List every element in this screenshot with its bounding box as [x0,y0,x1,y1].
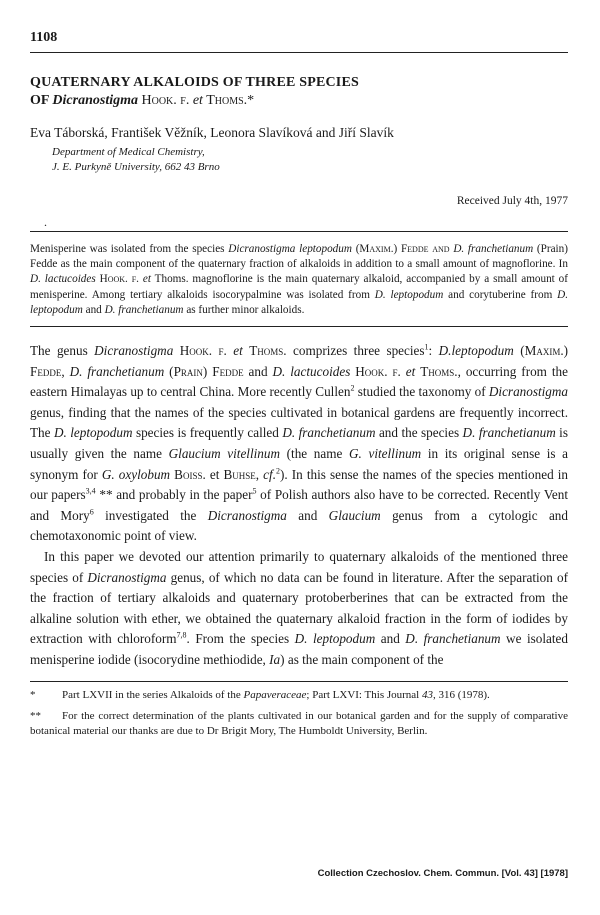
species-name: D. franchetianum [104,303,184,316]
abstract-text: as further minor alkaloids. [183,303,305,316]
title-et: et [192,93,203,108]
article-title-line2 [30,93,568,109]
title-of: OF [30,93,53,108]
footnote-mark: ** [30,709,41,722]
abstract [30,242,568,318]
page-number: 1108 [30,30,568,53]
divider [30,231,568,232]
species-name: D. lactucoides [30,273,96,286]
journal-footer: Collection Czechoslov. Chem. Commun. [Vol. 43] [1978] [317,868,568,879]
separator-dot: . [44,215,47,229]
species-name: D. leptopodum [30,288,569,316]
body-text [30,341,568,671]
abstract-text: Hook. f. [95,273,143,286]
authors: Eva Táborská, František Věžník, Leonora Slavíková and Jiří Slavík [30,125,394,140]
abstract-text: and [82,303,105,316]
body-paragraph: In this paper we devoted our attention primarily to quaternary alkaloids of the mentioned three species of Dicranostigma genus, of which no data can be found in literature. After the separation of the fraction of tertiary alkaloids and quaternary protoberberines that can be extracted from the alkaline solution with ether, we obtained the quaternary alkaloid fraction in the form of iodides by extraction with chloroform$^{7,8}$. From the species D. leptopodum and D. franchetianum we isolated menisperine iodide (isocorydine methiodide, Ia) as the main component of the [30,548,568,667]
affiliation-department: Department of Medical Chemistry, [52,146,205,158]
footnote-text: For the correct determination of the plants cultivated in our botanical garden and for the supply of comparative botanical material our thanks are due to Dr Brigit Mory, The Humboldt University, Berlin. [30,709,568,737]
body-paragraph: The genus Dicranostigma Hook. f. et Thoms. comprizes three species$^1$: D.leptopodum (Maxim.) Fedde, D. franchetianum (Prain) Fedde and D. lactucoides Hook. f. et Thoms., occurring from the eastern Himalayas up to central China. More recently Cullen$^2$ studied the taxonomy of Dicranostigma genus, finding that the names of the species cultivated in botanical gardens are frequently incorrect. The D. leptopodum species is frequently called D. franchetianum and the species D. franchetianum is usually given the name Glaucium vitellinum (the name G. vitellinum in its original sense is a synonym for G. oxylobum Boiss. et Buhse, cf.$^2$). In this sense the names of the species mentioned in our papers$^{3,4}$ ** and probably in the paper$^5$ of Polish authors also have to be corrected. Recently Vent and Mory$^6$ investigated the Dicranostigma and Glaucium genus from a cytologic and chemotaxonomic point of view. [30,342,569,544]
abstract-et: et [142,273,151,286]
title-author2: Thoms.* [202,93,255,108]
species-name: Dicranostigma leptopodum [228,243,352,255]
species-name: D. franchetianum [453,243,534,255]
abstract-text: Thoms. magnoflorine is the main quaternary alkaloid, accompanied by a small amount of menisperine. Among tertiary alkaloids isocorypalmine was isolated from [30,273,569,301]
footnote [30,709,568,739]
footnote-text: Part LXVII in the series Alkaloids of the Papaveraceae; Part LXVI: This Journal 43, 316 (1978). [62,688,490,701]
footnote-divider [30,681,568,682]
abstract-text: and corytuberine from [443,288,558,301]
abstract-text: (Prain) Fedde as the main component of the quaternary fraction of alkaloids in addition to a small amount of magnoflorine. In [30,243,568,271]
species-name: D. leptopodum [374,288,444,301]
affiliation [52,145,568,175]
title-genus: Dicranostigma [52,93,138,108]
received-date: Received July 4th, 1977 [456,195,568,207]
footnote-mark: * [30,688,36,701]
abstract-text: Menisperine was isolated from the species [30,243,229,255]
abstract-text: (Maxim.) Fedde and [351,243,454,255]
footnote [30,688,568,703]
affiliation-university: J. E. Purkyně University, 662 43 Brno [52,161,220,173]
divider [30,326,568,327]
title-author: Hook. f. [138,93,193,108]
article-title: QUATERNARY ALKALOIDS OF THREE SPECIES [30,75,359,90]
page [30,30,568,739]
